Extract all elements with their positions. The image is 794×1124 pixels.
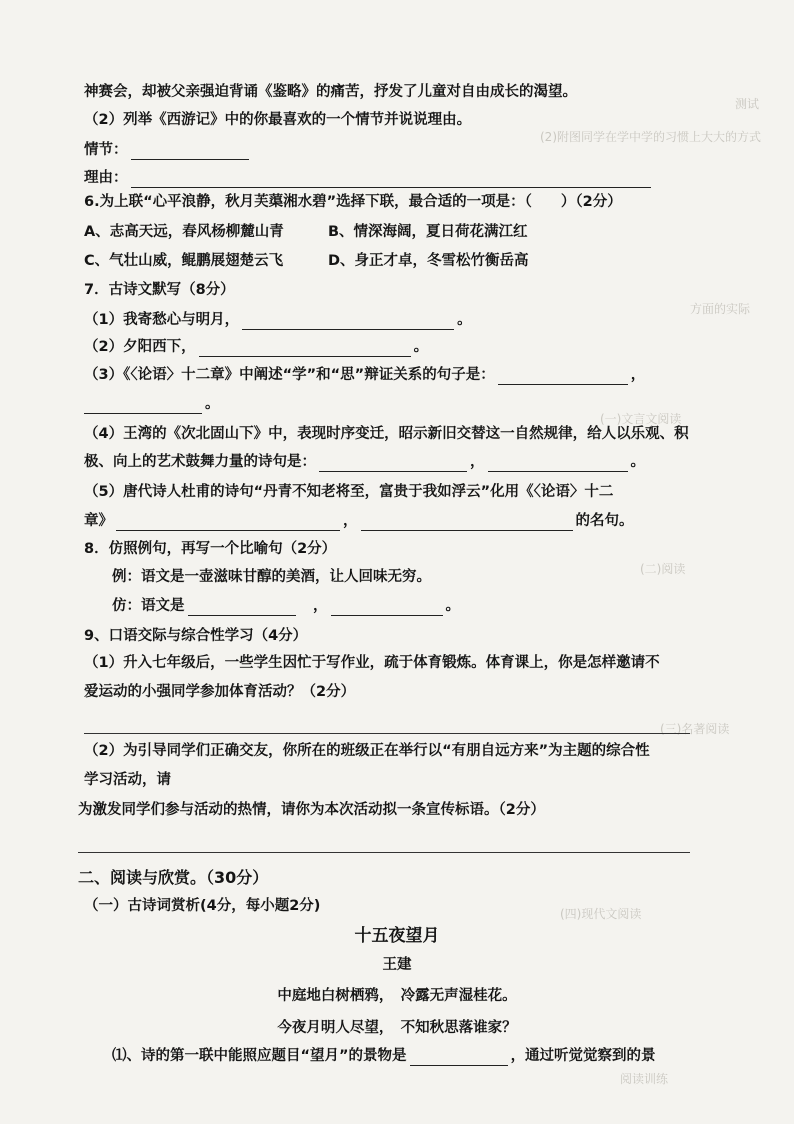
question-9-2-slogan: 为激发同学们参与活动的热情，请你为本次活动拟一条宣传标语。（2分）: [78, 802, 545, 818]
bleed-text: 阅读训练: [620, 1072, 669, 1086]
bleed-text: 测试: [735, 97, 760, 111]
bleed-text: (一)文言文阅读: [600, 412, 682, 426]
answer-blank[interactable]: [116, 514, 340, 531]
question-8-imitate: 仿：语文是 ， 。: [112, 598, 460, 614]
question-8: 8．仿照例句，再写一个比喻句（2分）: [84, 541, 337, 557]
question-9-2: （2）为引导同学们正确交友，你所在的班级正在举行以“有朋自远方来”为主题的综合性: [84, 743, 650, 759]
question-9: 9、口语交际与综合性学习（4分）: [84, 628, 308, 644]
answer-blank[interactable]: [361, 514, 573, 531]
option-a: A、志高天远，春风杨柳麓山青: [84, 224, 284, 240]
bleed-text: (三)名著阅读: [660, 722, 730, 736]
question-5-2: （2）列举《西游记》中的你最喜欢的一个情节并说说理由。: [84, 112, 472, 128]
poem-author: 王建: [382, 957, 412, 973]
question-9-1-cont: 爱运动的小强同学参加体育活动？（2分）: [84, 684, 356, 700]
question-7-2: （2）夕阳西下， 。: [84, 339, 429, 355]
bleed-text: (四)现代文阅读: [560, 907, 642, 921]
reason-label: 理由：: [84, 168, 654, 188]
bleed-text: 方面的实际: [690, 302, 751, 316]
question-9-2-cont: 学习活动，请: [84, 772, 171, 788]
bleed-text: (二)阅读: [640, 562, 686, 576]
answer-blank[interactable]: [498, 368, 628, 385]
poem-line-1: 中庭地白树栖鸦， 冷露无声湿桂花。: [277, 988, 517, 1004]
bleed-text: (2)附图同学在学中学的习惯上大大的方式: [540, 130, 761, 144]
plot-answer-blank[interactable]: [131, 143, 249, 160]
question-7-5-cont: 章》 ， 的名句。: [84, 513, 634, 529]
question-7-1: （1）我寄愁心与明月， 。: [84, 312, 472, 328]
question-7-5: （5）唐代诗人杜甫的诗句“丹青不知老将至，富贵于我如浮云”化用《〈论语〉十二: [84, 484, 614, 500]
question-6: 6.为上联“心平浪静，秋月芙蕖湘水碧”选择下联，最合适的一项是：（ ）（2分）: [84, 194, 622, 210]
question-8-example: 例：语文是一壶滋味甘醇的美酒，让人回味无穷。: [112, 569, 431, 585]
reason-answer-blank[interactable]: [131, 171, 651, 188]
section-2-subtitle: （一）古诗词赏析(4分，每小题2分): [84, 898, 321, 914]
answer-blank[interactable]: [188, 599, 296, 616]
answer-blank[interactable]: [199, 340, 411, 357]
question-9-1: （1）升入七年级后，一些学生因忙于写作业，疏于体育锻炼。体育课上，你是怎样邀请不: [84, 655, 660, 671]
answer-blank[interactable]: [488, 455, 628, 472]
plot-label: 情节：: [84, 140, 252, 160]
text-line: 神赛会，却被父亲强迫背诵《鉴略》的痛苦，抒发了儿童对自由成长的渴望。: [84, 84, 577, 100]
answer-line[interactable]: [78, 852, 690, 853]
question-7-4: （4）王湾的《次北固山下》中，表现时序变迁，昭示新旧交替这一自然规律，给人以乐观、积: [84, 426, 689, 442]
question-7-3: （3）《〈论语〉十二章》中阐述“学”和“思”辩证关系的句子是： ，: [84, 367, 646, 383]
answer-blank[interactable]: [410, 1049, 508, 1066]
question-7-4-cont: 极、向上的艺术鼓舞力量的诗句是： ， 。: [84, 454, 645, 470]
option-b: B、情深海阔，夏日荷花满江红: [328, 224, 528, 240]
section-2-title: 二、阅读与欣赏。（30分）: [78, 868, 269, 887]
question-7: 7．古诗文默写（8分）: [84, 282, 235, 298]
option-c: C、气壮山威，鲲鹏展翅楚云飞: [84, 253, 284, 269]
answer-blank[interactable]: [242, 313, 454, 330]
option-d: D、身正才卓，冬雪松竹衡岳高: [328, 253, 529, 269]
answer-line[interactable]: [84, 733, 690, 734]
poem-title: 十五夜望月: [354, 926, 440, 946]
answer-blank[interactable]: [84, 397, 202, 414]
answer-blank[interactable]: [331, 599, 443, 616]
answer-blank[interactable]: [319, 455, 467, 472]
question-7-3-cont: 。: [84, 394, 220, 414]
poem-line-2: 今夜月明人尽望， 不知秋思落谁家？: [277, 1020, 517, 1036]
poem-question-1: ⑴、诗的第一联中能照应题目“望月”的景物是 ，通过听觉觉察到的景: [112, 1048, 656, 1064]
